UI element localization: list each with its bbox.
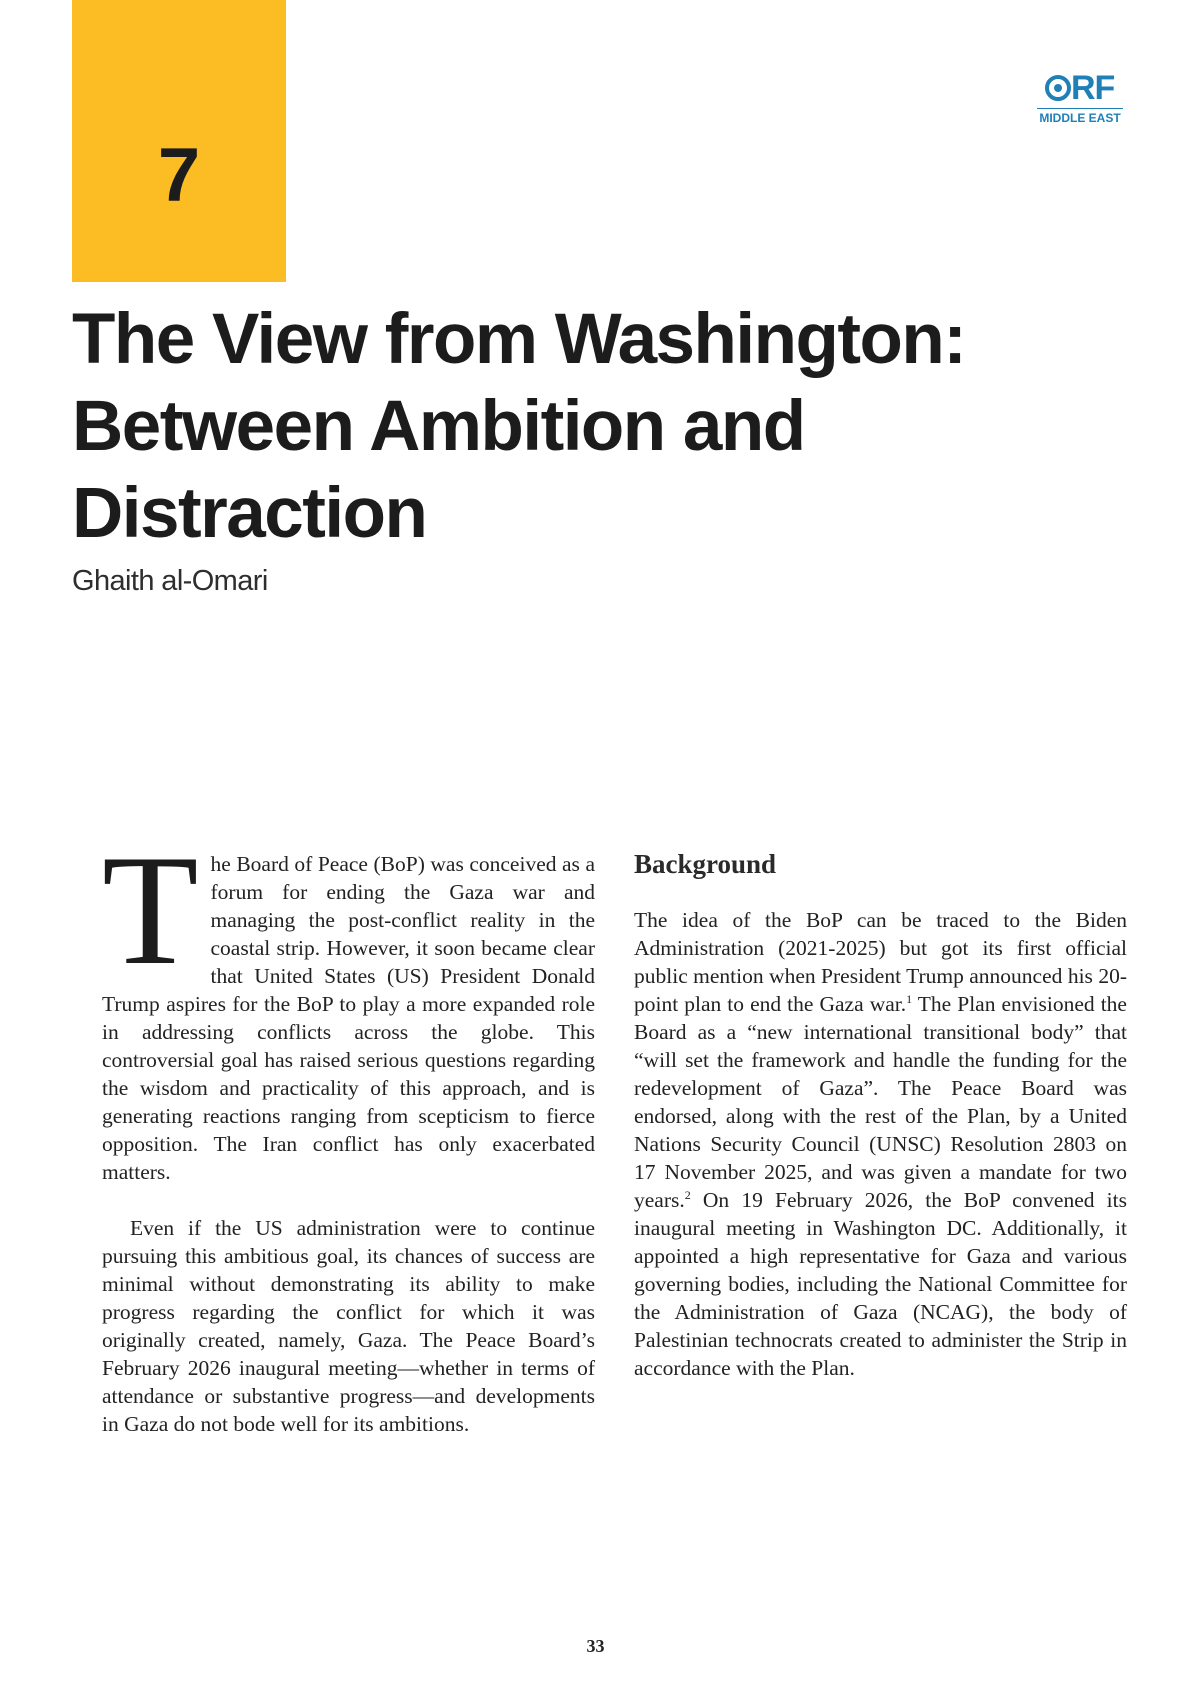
logo-subtitle: MIDDLE EAST <box>1037 108 1123 125</box>
chapter-number: 7 <box>157 133 201 218</box>
right-column <box>634 850 1127 1382</box>
orf-middle-east-logo <box>1037 70 1123 126</box>
section-heading-background: Background <box>634 849 777 879</box>
orf-logo-mark <box>1037 70 1123 106</box>
drop-cap: T <box>102 823 199 998</box>
footnote-ref-2[interactable]: 2 <box>684 1187 691 1202</box>
logo-letters: RF <box>1071 69 1115 107</box>
page-number: 33 <box>586 1636 605 1656</box>
logo-globe-icon <box>1045 75 1071 101</box>
chapter-title-line-2: Between Ambition and <box>72 387 805 466</box>
background-paragraph <box>634 906 1127 1382</box>
intro-paragraph <box>102 823 595 1186</box>
intro-paragraph-text: he Board of Peace (BoP) was conceived as a forum for ending the Gaza war and managing the post-conflict reality in the coastal strip. However, it soon became clear that United States (US) President Donald Trump aspires for the BoP to play a more expanded role in addressing conflicts across the globe. This controversial goal has raised serious questions regarding the wisdom and practicality of this approach, and is generating reactions ranging from scepticism to fierce opposition. The Iran conflict has only exacerbated matters. <box>102 852 595 1184</box>
background-text-2: The Plan envisioned the Board as a “new international transitional body” that “will set the framework and handle the funding for the redevelopment of Gaza”. The Peace Board was endorsed, along with the rest of the Plan, by a United Nations Security Council (UNSC) Resolution 2803 on 17 November 2025, and was given a mandate for two years. <box>634 992 1127 1212</box>
left-column <box>102 823 595 1438</box>
footnote-ref-1[interactable]: 1 <box>906 991 913 1006</box>
background-text-3: On 19 February 2026, the BoP convened its inaugural meeting in Washington DC. Additionally, it appointed a high representative for Gaza and various governing bodies, including the National Committee for the Administration of Gaza (NCAG), the body of Palestinian technocrats created to administer the Strip in accordance with the Plan. <box>634 1188 1127 1380</box>
chapter-title-line-1: The View from Washington: <box>72 300 966 379</box>
author-name: Ghaith al-Omari <box>72 565 268 597</box>
chapter-title-line-3: Distraction <box>72 474 427 553</box>
chapter-number-box <box>72 0 286 282</box>
background-text-1: The idea of the BoP can be traced to the Biden Administration (2021-2025) but got its first official public mention when President Trump announced his 20-point plan to end the Gaza war. <box>634 908 1127 1016</box>
chapter-title <box>72 296 1092 557</box>
second-paragraph: Even if the US administration were to continue pursuing this ambitious goal, its chances of success are minimal without demonstrating its ability to make progress regarding the conflict for which it was originally created, namely, Gaza. The Peace Board’s February 2026 inaugural meeting—whether in terms of attendance or substantive progress—and developments in Gaza do not bode well for its ambitions. <box>102 1216 595 1436</box>
